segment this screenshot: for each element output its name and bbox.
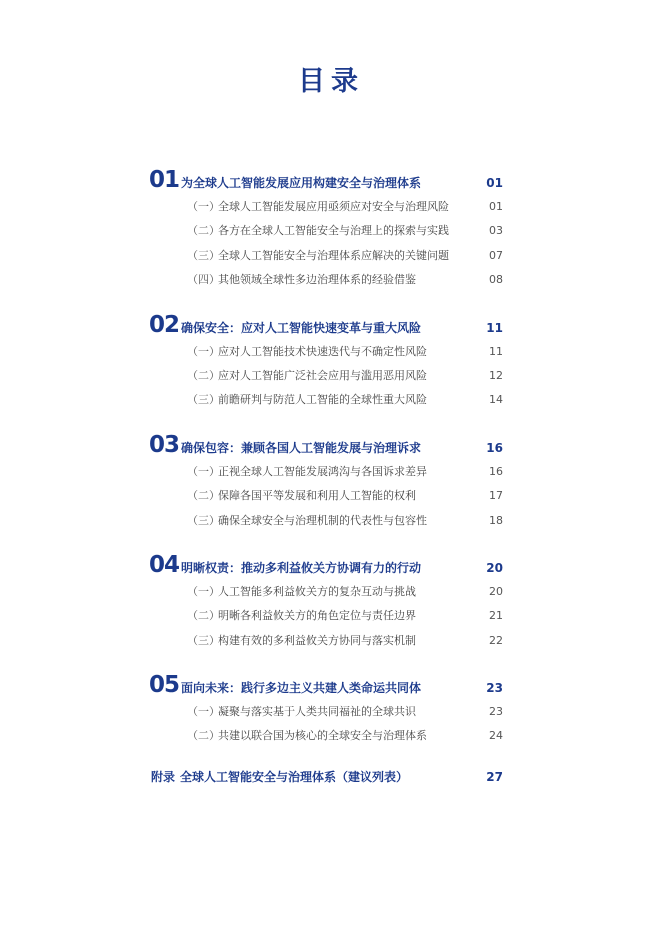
- table-of-contents: [149, 166, 503, 787]
- entry-index: （三）: [187, 248, 220, 262]
- entry-index: （二）: [187, 368, 220, 382]
- page-title: 目录: [298, 66, 364, 97]
- entry-index: （一）: [187, 464, 220, 478]
- toc-entry[interactable]: [149, 387, 503, 411]
- entry-title: 保障各国平等发展和利用人工智能的权利: [218, 489, 416, 503]
- entry-title: 全球人工智能发展应用亟须应对安全与治理风险: [218, 200, 449, 213]
- toc-chapter-05: [149, 671, 503, 748]
- appendix-page-number: 27: [486, 769, 503, 784]
- chapter-page-number: 20: [486, 560, 503, 575]
- entry-title: 正视全球人工智能发展鸿沟与各国诉求差异: [218, 464, 427, 478]
- appendix-label: 附录: [151, 769, 176, 784]
- entry-page-number: 08: [489, 273, 503, 287]
- entry-title: 构建有效的多利益攸关方协同与落实机制: [218, 633, 416, 647]
- entry-title: 人工智能多利益攸关方的复杂互动与挑战: [218, 584, 416, 598]
- entry-title: 前瞻研判与防范人工智能的全球性重大风险: [218, 393, 427, 407]
- toc-entry[interactable]: [149, 483, 503, 507]
- chapter-number: 02: [149, 311, 180, 338]
- toc-entry[interactable]: [149, 628, 503, 652]
- entry-page-number: 20: [489, 584, 503, 598]
- chapter-heading[interactable]: [149, 671, 503, 699]
- toc-entry[interactable]: [149, 459, 503, 483]
- entry-index: （三）: [187, 513, 220, 527]
- chapter-title: 面向未来：践行多边主义共建人类命运共同体: [181, 681, 422, 696]
- toc-chapter-03: [149, 431, 503, 532]
- toc-entry[interactable]: [149, 267, 503, 291]
- entry-page-number: 11: [489, 344, 503, 358]
- chapter-title: 为全球人工智能发展应用构建安全与治理体系: [181, 176, 422, 190]
- chapter-number: 01: [149, 167, 180, 193]
- entry-title: 全球人工智能安全与治理体系应解决的关键问题: [218, 248, 449, 262]
- entry-page-number: 21: [489, 609, 503, 623]
- entry-index: （三）: [187, 633, 220, 647]
- chapter-heading[interactable]: [149, 311, 503, 339]
- chapter-title: 确保安全：应对人工智能快速变革与重大风险: [181, 320, 422, 335]
- chapter-heading[interactable]: [149, 431, 503, 459]
- entry-page-number: 12: [489, 368, 503, 382]
- toc-entry[interactable]: [149, 243, 503, 267]
- toc-appendix[interactable]: [149, 767, 503, 787]
- chapter-title: 确保包容：兼顾各国人工智能发展与治理诉求: [181, 440, 422, 455]
- entry-page-number: 07: [489, 248, 503, 262]
- entry-title: 应对人工智能技术快速迭代与不确定性风险: [218, 344, 427, 358]
- toc-chapter-02: [149, 311, 503, 412]
- entry-index: （一）: [187, 705, 220, 719]
- toc-chapter-01: [149, 166, 503, 292]
- entry-page-number: 17: [489, 489, 503, 503]
- entry-index: （一）: [187, 200, 220, 213]
- entry-index: （一）: [187, 344, 220, 358]
- entry-page-number: 14: [489, 393, 503, 407]
- chapter-number: 05: [149, 672, 180, 699]
- toc-entry[interactable]: [149, 218, 503, 242]
- chapter-heading[interactable]: [149, 166, 503, 194]
- entry-index: （三）: [187, 393, 220, 407]
- entry-index: （二）: [187, 609, 220, 623]
- chapter-page-number: 11: [486, 320, 503, 335]
- entry-title: 确保全球安全与治理机制的代表性与包容性: [218, 513, 427, 527]
- toc-entry[interactable]: [149, 508, 503, 532]
- entry-index: （二）: [187, 489, 220, 503]
- entry-title: 明晰各利益攸关方的角色定位与责任边界: [218, 609, 416, 623]
- appendix-title: 全球人工智能安全与治理体系（建议列表）: [180, 769, 409, 784]
- chapter-page-number: 01: [486, 176, 503, 190]
- entry-index: （一）: [187, 584, 220, 598]
- entry-title: 凝聚与落实基于人类共同福祉的全球共识: [218, 705, 416, 719]
- toc-entry[interactable]: [149, 699, 503, 723]
- entry-page-number: 16: [489, 464, 503, 478]
- toc-entry[interactable]: [149, 363, 503, 387]
- entry-title: 其他领域全球性多边治理体系的经验借鉴: [218, 273, 416, 287]
- entry-index: （四）: [187, 273, 220, 287]
- toc-entry[interactable]: [149, 339, 503, 363]
- toc-chapter-04: [149, 551, 503, 652]
- chapter-number: 04: [149, 551, 180, 578]
- entry-page-number: 23: [489, 705, 503, 719]
- chapter-number: 03: [149, 431, 180, 458]
- entry-page-number: 18: [489, 513, 503, 527]
- entry-index: （二）: [187, 224, 220, 238]
- entry-title: 共建以联合国为核心的全球安全与治理体系: [218, 729, 427, 743]
- toc-entry[interactable]: [149, 723, 503, 747]
- chapter-page-number: 23: [486, 681, 503, 696]
- toc-entry[interactable]: [149, 603, 503, 627]
- chapter-heading[interactable]: [149, 551, 503, 579]
- chapter-page-number: 16: [486, 440, 503, 455]
- entry-title: 各方在全球人工智能安全与治理上的探索与实践: [218, 224, 449, 238]
- entry-page-number: 24: [489, 729, 503, 743]
- entry-page-number: 01: [489, 200, 503, 213]
- entry-page-number: 03: [489, 224, 503, 238]
- chapter-title: 明晰权责：推动多利益攸关方协调有力的行动: [181, 560, 422, 575]
- entry-page-number: 22: [489, 633, 503, 647]
- toc-entry[interactable]: [149, 194, 503, 218]
- entry-index: （二）: [187, 729, 220, 743]
- toc-entry[interactable]: [149, 579, 503, 603]
- entry-title: 应对人工智能广泛社会应用与滥用恶用风险: [218, 368, 427, 382]
